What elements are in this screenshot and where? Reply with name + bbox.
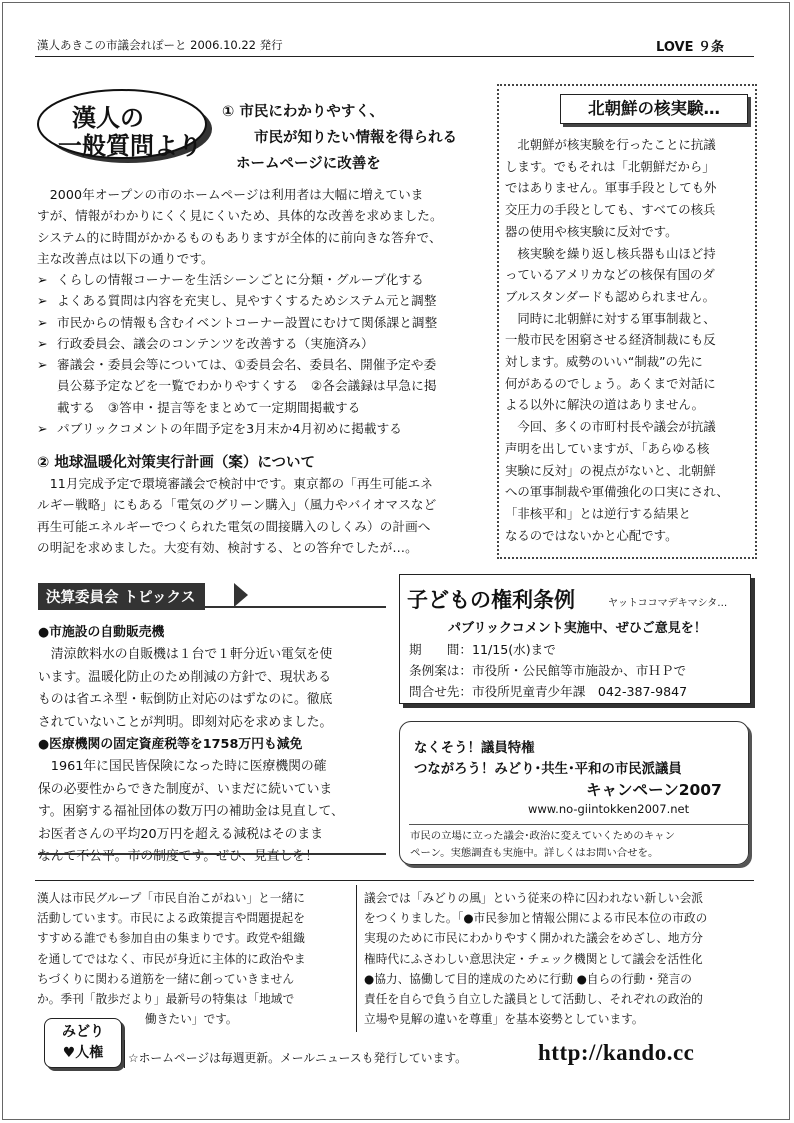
paragraph-line: すが、情報がわかりにくく見にくいため、具体的な改善を求めました。 [37, 208, 443, 224]
campaign-url[interactable]: www.no-giintokken2007.net [528, 802, 690, 816]
children-subtitle: パブリックコメント実施中、ぜひご意見を！ [448, 621, 707, 636]
arrow-bullet-icon: ➢ [37, 421, 48, 437]
topic-title: ●市施設の自動販売機 [38, 625, 165, 640]
list-item [37, 269, 492, 290]
topic-line: す。困窮する福祉団体の数万円の補助金は見直して、 [38, 804, 344, 820]
article-line: 実験に反対」の視点がないと、北朝鮮 [505, 462, 716, 478]
topic-title: ●医療機関の固定資産税等を1758万円も減免 [38, 737, 303, 753]
footer-line: 働きたい」です。 [145, 1012, 238, 1027]
badge-top-text: 漢人の [72, 104, 144, 132]
bottom-divider [124, 1040, 125, 1068]
footer-line: 権時代にふさわしい意思決定・チェック機関として議会を活性化 [364, 951, 703, 966]
footer-line: 漢人は市民グループ「市民自治こがねい」と一緒に [37, 891, 305, 905]
footer-line: をつくりました。「●市民参加と情報公開による市民本位の市政の [364, 911, 708, 926]
footer-line: 議会では「みどりの風」という従来の枠に囚われない新しい会派 [364, 891, 703, 905]
paragraph-line: 11月完成予定で環境審議会で検討中です。東京都の「再生可能エネ [37, 476, 434, 491]
question-badge [36, 86, 214, 166]
paragraph-line: 主な改善点は以下の通りです。 [37, 250, 214, 266]
q2-heading: ② 地球温暖化対策実行計画（案）について [37, 455, 316, 471]
info-row [409, 660, 687, 681]
topic-line: なんて不公平。市の制度です。ぜひ、見直しを！ [38, 849, 318, 865]
q1-line: ① 市民にわかりやすく、 [222, 104, 385, 120]
topic-line: お医者さんの平均20万円を超える減税はそのまま [38, 826, 324, 842]
topic-line: 1961年に国民皆保険になった時に医療機関の確 [38, 759, 327, 775]
homepage-url[interactable]: http://kando.cc [538, 1040, 695, 1065]
article-line: 対します。威勢のいい“制裁”の先に [505, 354, 703, 370]
audit-bottom-rule [38, 853, 386, 855]
children-title-note: ヤットココマデキマシタ… [608, 598, 728, 609]
badge-bottom-text: 一般質問より [58, 132, 202, 160]
footer-divider [356, 885, 357, 1032]
article-line: 同時に北朝鮮に対する軍事制裁と、 [505, 310, 716, 326]
stamp-line: みどり [62, 1024, 104, 1040]
campaign-desc [410, 828, 675, 862]
children-rights-box [399, 574, 751, 704]
homepage-note: ☆ホームページは毎週更新。メールニュースも発行しています。 [128, 1051, 467, 1065]
arrow-bullet-icon: ➢ [37, 293, 48, 309]
love-article9: LOVE ９条 [656, 40, 724, 55]
info-row [409, 681, 687, 702]
topic-line: されていないことが判明。即刻対応を求めました。 [38, 714, 333, 730]
q1-paragraph [37, 184, 489, 269]
bullet-text: 行政委員会、議会のコンテンツを改善する（実施済み） [57, 335, 374, 351]
campaign-line2: つながろう！みどり･共生･平和の市民派議員 [414, 762, 682, 777]
paragraph-line: の明記を求めました。大変有効、検討する、との答弁でしたが…。 [37, 539, 418, 555]
arrow-bullet-icon: ➢ [37, 335, 48, 351]
footer-line: 活動しています。市民による政策提言や問題提起を [37, 911, 305, 926]
desc-line: 市民の立場に立った議会･政治に変えていくためのキャン [410, 830, 675, 842]
footer-line: を通してではなく、市民が身近に主体的に政治やま [37, 951, 306, 966]
arrow-bullet-icon: ➢ [37, 272, 48, 287]
paragraph-line: 再生可能エネルギーでつくられた電気の間接購入のしくみ）の計画へ [37, 518, 431, 534]
audit-tab-title: 決算委員会 トピックス [46, 590, 196, 606]
info-value: 市役所児童青少年課 042-387-9847 [471, 684, 688, 699]
footer-line: ちづくりに関わる道筋を一緒に創っていきません [37, 971, 295, 986]
article-line: 北朝鮮が核実験を行ったことに抗議 [505, 137, 716, 152]
bullet-text: 審議会・委員会等については、①委員会名、委員名、開催予定や委 [57, 357, 437, 373]
article-line: 器の使用や核実験に反対です。 [505, 223, 678, 239]
arrow-bullet-icon: ➢ [37, 357, 48, 373]
footer-rule [35, 880, 754, 881]
footer-line: か。季刊「散歩だより」最新号の特集は「地域で [37, 992, 295, 1007]
header-rule [35, 56, 754, 57]
list-item [37, 418, 492, 439]
info-value: 11/15(水)まで [471, 642, 556, 657]
article-line: ではありません。軍事手段としても外 [505, 180, 717, 196]
north-korea-box [497, 84, 757, 559]
midori-stamp [44, 1018, 122, 1068]
info-label: 期 間： [409, 642, 472, 657]
bullet-text: 市民からの情報も含むイベントコーナー設置にむけて関係課と調整 [57, 314, 438, 330]
audit-body [38, 622, 388, 868]
article-line: への軍事制裁や軍備強化の口実にされ、 [505, 484, 729, 500]
info-label: 問合せ先： [409, 684, 472, 699]
arrow-bullet-icon: ➢ [37, 314, 48, 330]
audit-rule [38, 606, 386, 608]
campaign-box [399, 721, 749, 865]
article-line: 何があるのでしょう。あくまで対話に [505, 375, 716, 391]
list-item [37, 312, 492, 333]
article-line: 今回、多くの市町村長や議会が抗議 [505, 419, 716, 435]
article-line: よる以外に解決の道はありません。 [505, 397, 704, 413]
article-line: 交圧力の手段としても、すべての核兵 [505, 202, 716, 218]
article-line: 一般市民を困窮させる経済制裁にも反 [505, 332, 716, 348]
footer-right-text [364, 888, 756, 1029]
info-label: 条例案は： [409, 663, 472, 678]
topic-line: ものは省エネ型・転倒防止対応のはずなのに。徹底 [38, 692, 333, 708]
north-korea-text [505, 134, 755, 546]
tab-tail-icon [234, 583, 248, 607]
article-line: 声明を出していますが、「あらゆる核 [505, 440, 710, 456]
paragraph-line: システム的に時間がかかるものもありますが全体的に前向きな答弁で、 [37, 229, 442, 245]
topic-line: 清涼飲料水の自販機は１台で１軒分近い電気を使 [38, 647, 333, 663]
list-item [37, 354, 492, 418]
bullet-text: パブリックコメントの年間予定を3月末か4月初めに掲載する [57, 421, 403, 437]
paragraph-line: ルギー戦略」にもある「電気のグリーン購入」（風力やバイオマスなど [37, 497, 437, 513]
footer-line: 実現のために市民にわかりやすく開かれた議会をめざし、地方分 [364, 931, 703, 946]
footer-line: すすめる誰でも参加自由の集まりです。政党や組織 [37, 931, 305, 946]
q1-line: 市民が知りたい情報を得られる [254, 130, 457, 146]
info-value: 市役所・公民館等市施設か、市ＨＰで [471, 663, 687, 678]
list-item [37, 333, 492, 354]
north-korea-title: 北朝鮮の核実験… [560, 94, 748, 124]
footer-line: 責任を自らで負う自立した議員として活動し、それぞれの政治的 [364, 992, 703, 1007]
article-line: します。でもそれは「北朝鮮だから」 [505, 158, 715, 174]
q1-bullet-list [37, 269, 492, 439]
q1-heading [222, 99, 457, 177]
article-line: なるのではないかと心配です。 [505, 527, 678, 543]
topic-line: 保の必要性からできた制度が、いまだに続いていま [38, 781, 333, 797]
bullet-text: くらしの情報コーナーを生活シーンごとに分類・グループ化する [57, 272, 424, 287]
article-line: 核実験を繰り返し核兵器も山ほど持 [505, 245, 716, 261]
paragraph-line: 2000年オープンの市のホームページは利用者は大幅に増えていま [37, 187, 424, 202]
desc-line: ペーン。実態調査も実施中。詳しくはお問い合せを。 [410, 847, 659, 859]
info-row [409, 639, 687, 660]
campaign-line1: なくそう！議員特権 [414, 741, 535, 756]
children-title: 子どもの権利条例 [407, 588, 575, 612]
bullet-text: 載する ③答申・提言等をまとめて一定期間掲載する [57, 399, 361, 415]
article-line: 「非核平和」とは逆行する結果と [505, 505, 691, 521]
footer-line: ●協力、協働して目的達成のために行動 ●自らの行動・発言の [364, 971, 692, 986]
campaign-divider [409, 824, 749, 825]
topic-line: います。温暖化防止のため削減の方針で、現状ある [38, 669, 332, 685]
list-item [37, 290, 492, 311]
stamp-line: ♥人権 [62, 1045, 104, 1061]
audit-section [38, 583, 386, 610]
footer-left-text [37, 888, 355, 1029]
report-title: 漢人あきこの市議会れぽーと 2006.10.22 発行 [37, 38, 283, 52]
article-line: ブルスタンダードも認められません。 [505, 288, 716, 304]
article-line: っているアメリカなどの核保有国のダ [505, 267, 715, 283]
footer-line: 立場や見解の違いを尊重」を基本姿勢としています。 [364, 1012, 644, 1027]
q1-line: ホームページに改善を [236, 156, 381, 172]
bullet-text: よくある質問は内容を充実し、見やすくするためシステム元と調整 [57, 293, 437, 309]
children-info [409, 639, 687, 702]
bullet-text: 員公募予定などを一覧でわかりやすくする ②各会議録は早急に掲 [57, 378, 437, 394]
q2-paragraph [37, 473, 492, 558]
campaign-line3: キャンペーン2007 [586, 781, 722, 799]
